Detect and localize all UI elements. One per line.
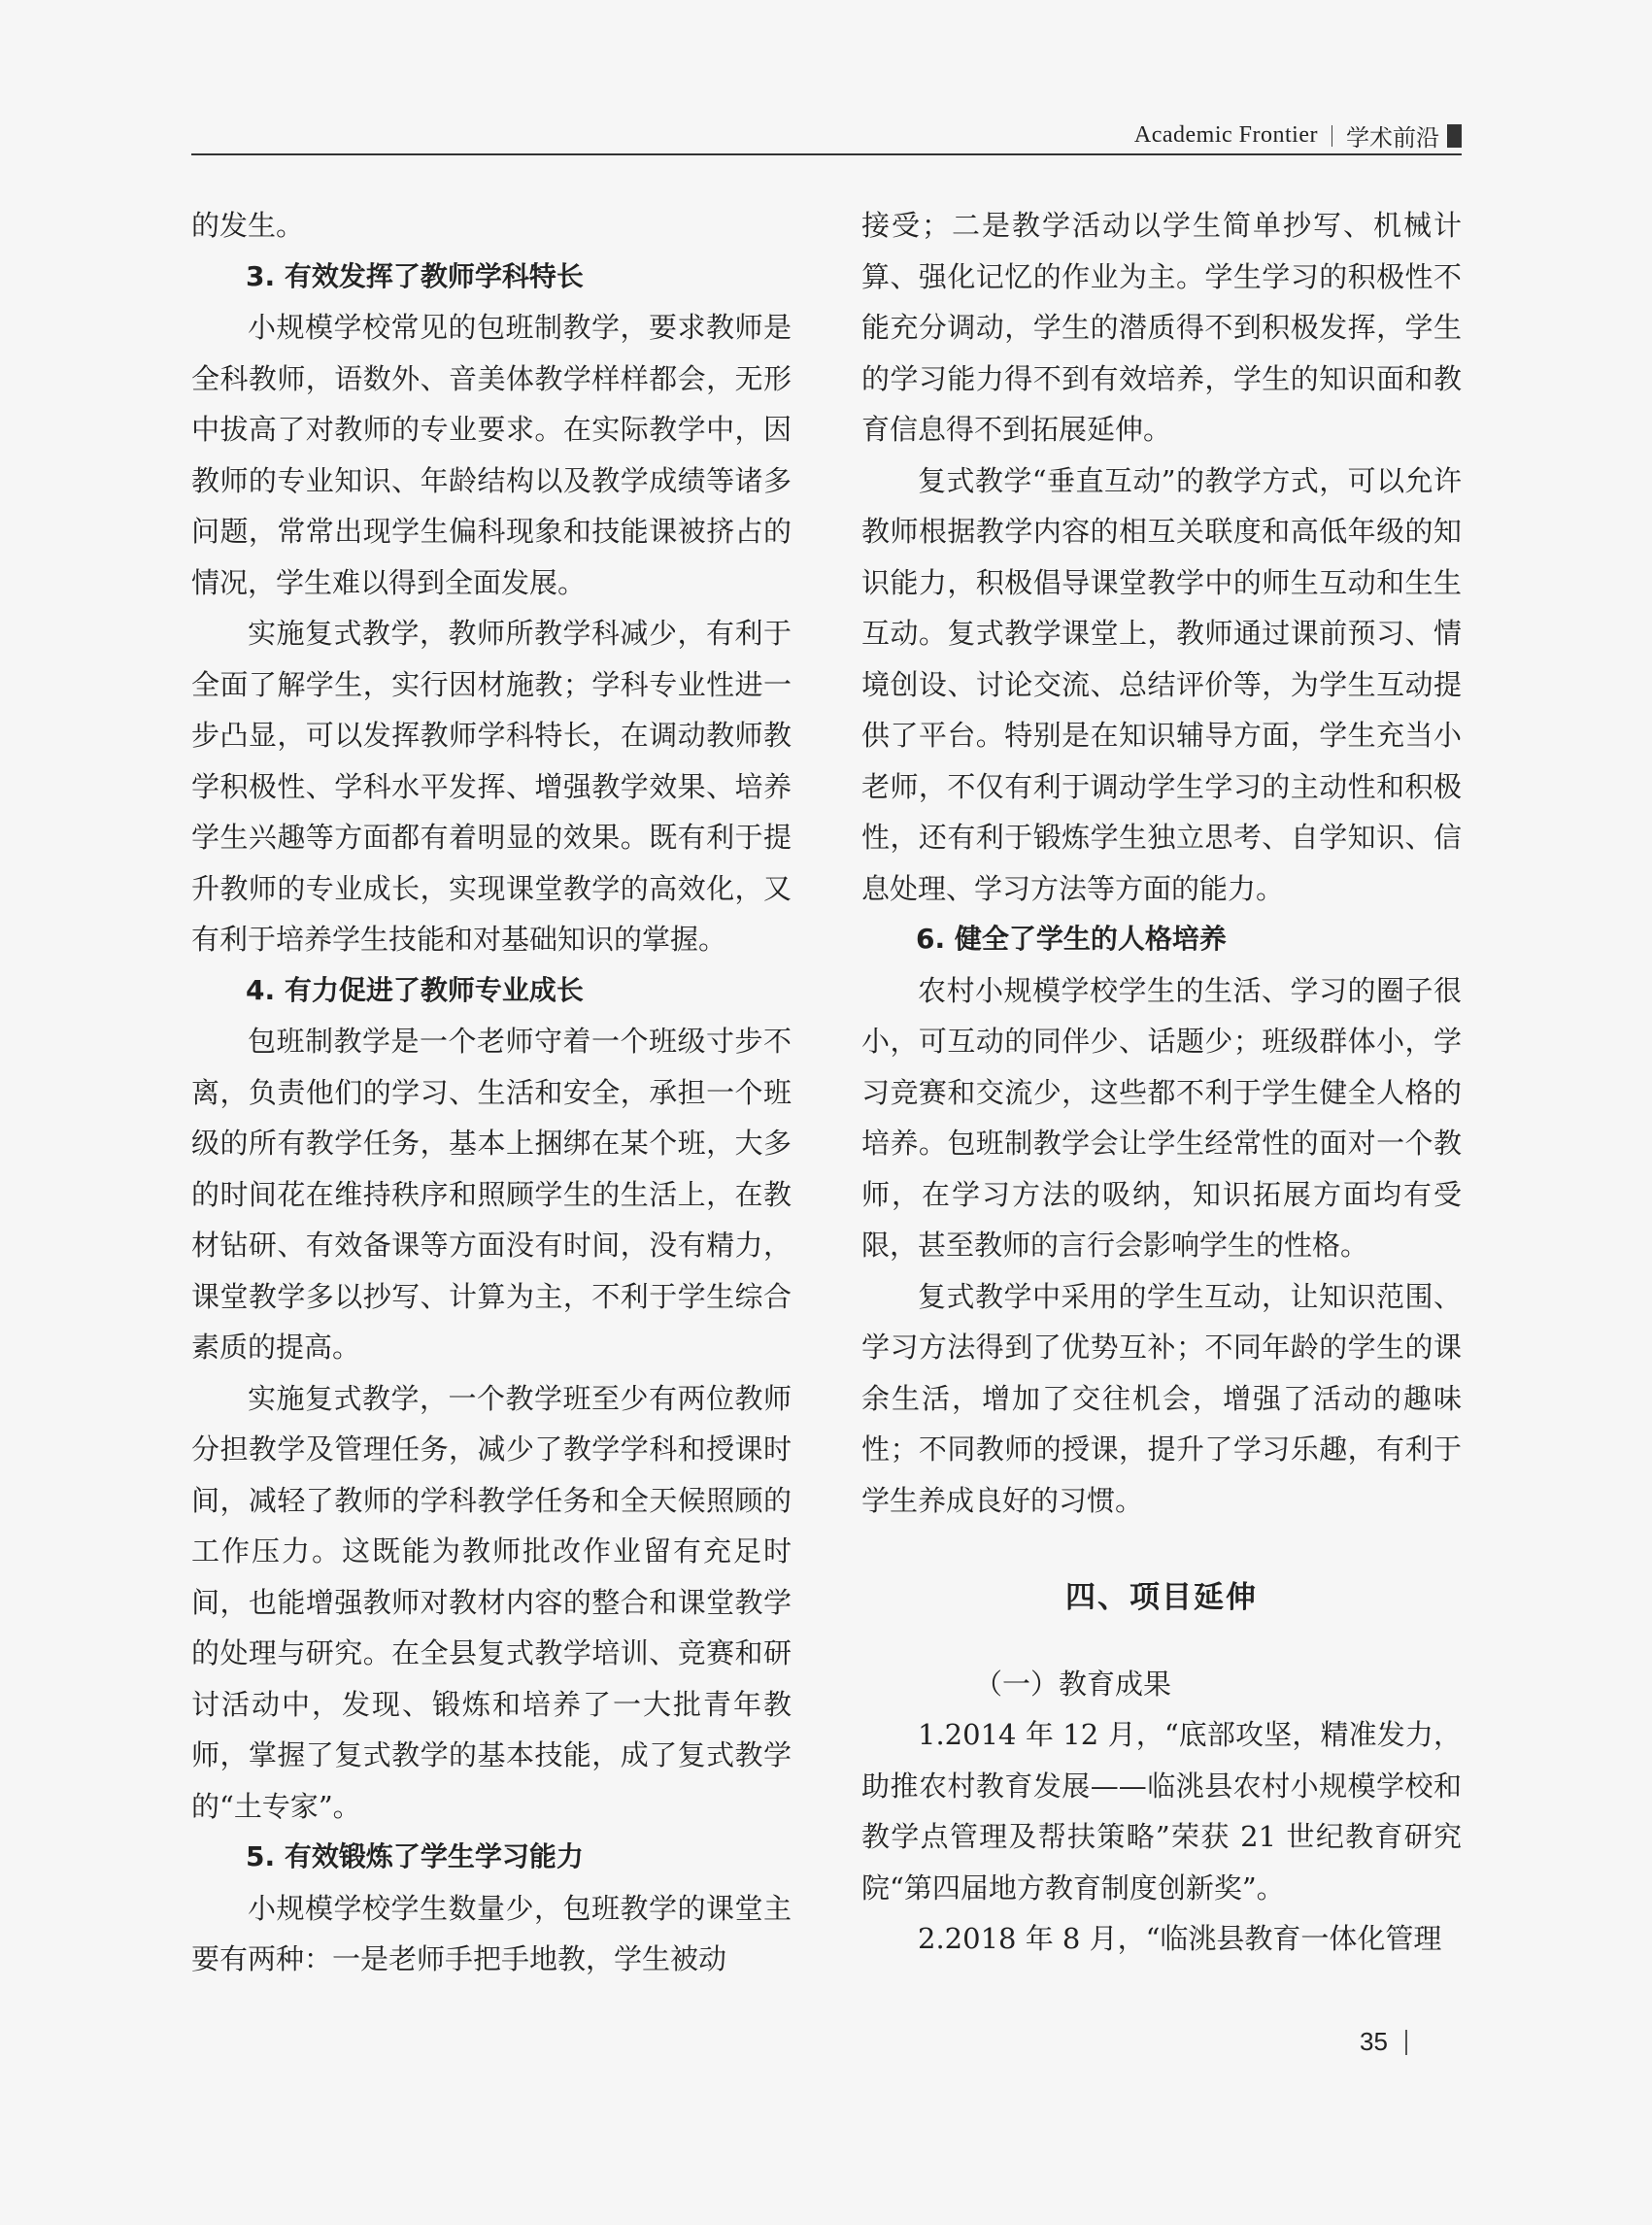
header-label xyxy=(1134,118,1462,152)
right-column xyxy=(861,200,1462,1965)
running-header xyxy=(191,115,1462,155)
paragraph: 2.2018 年 8 月，“临洮县教育一体化管理 xyxy=(918,1922,1442,1955)
paragraph: 1.2014 年 12 月，“底部攻坚，精准发力，助推农村教育发展——临洮县农村小规模学校和教学点管理及帮扶策略”荣获 21 世纪教育研究院“第四届地方教育制度创新奖”。 xyxy=(861,1718,1462,1905)
paragraph: 小规模学校学生数量少，包班教学的课堂主要有两种：一是老师手把手地教，学生被动 xyxy=(191,1891,792,1975)
paragraph: 实施复式教学，一个教学班至少有两位教师分担教学及管理任务，减少了教学学科和授课时间，减轻了教师的学科教学任务和全天候照顾的工作压力。这既能为教师批改作业留有充足时间，也能增强教师对教材内容的整合和课堂教学的处理与研究。在全县复式教学培训、竞赛和研讨活动中，发现、锻炼和培养了一大批青年教师，掌握了复式教学的基本技能，成了复式教学的“土专家”。 xyxy=(191,1381,792,1823)
sub-heading: （一）教育成果 xyxy=(974,1667,1172,1701)
journal-section-cn: 学术前沿 xyxy=(1346,124,1439,152)
journal-section-en: Academic Frontier xyxy=(1133,122,1318,148)
header-block-mark xyxy=(1447,124,1462,148)
footer-divider xyxy=(1405,2030,1407,2055)
subheading-5: 5. 有效锻炼了学生学习能力 xyxy=(246,1840,584,1872)
page-footer xyxy=(1360,2027,1407,2057)
continued-paragraph: 接受；二是教学活动以学生简单抄写、机械计算、强化记忆的作业为主。学生学习的积极性不能充分调动，学生的潜质得不到积极发挥，学生的学习能力得不到有效培养，学生的知识面和教育信息得不到拓展延伸。 xyxy=(861,209,1462,446)
paragraph: 复式教学“垂直互动”的教学方式，可以允许教师根据教学内容的相互关联度和高低年级的知识能力，积极倡导课堂教学中的师生互动和生生互动。复式教学课堂上，教师通过课前预习、情境创设、讨论交流、总结评价等，为学生互动提供了平台。特别是在知识辅导方面，学生充当小老师，不仅有利于调动学生学习的主动性和积极性，还有利于锻炼学生独立思考、自学知识、信息处理、学习方法等方面的能力。 xyxy=(861,463,1462,905)
paragraph: 包班制教学是一个老师守着一个班级寸步不离，负责他们的学习、生活和安全，承担一个班级的所有教学任务，基本上捆绑在某个班，大多的时间花在维持秩序和照顾学生的生活上，在教材钻研、有效备课等方面没有时间，没有精力，课堂教学多以抄写、计算为主，不利于学生综合素质的提高。 xyxy=(191,1025,792,1364)
left-column xyxy=(191,200,792,1985)
page-number: 35 xyxy=(1360,2027,1388,2056)
subheading-3: 3. 有效发挥了教师学科特长 xyxy=(246,259,584,292)
paragraph: 农村小规模学校学生的生活、学习的圈子很小，可互动的同伴少、话题少；班级群体小，学习竞赛和交流少，这些都不利于学生健全人格的培养。包班制教学会让学生经常性的面对一个教师，在学习方法的吸纳，知识拓展方面均有受限，甚至教师的言行会影响学生的性格。 xyxy=(861,973,1462,1262)
subheading-6: 6. 健全了学生的人格培养 xyxy=(916,923,1227,955)
paragraph: 复式教学中采用的学生互动，让知识范围、学习方法得到了优势互补；不同年龄的学生的课余生活，增加了交往机会，增强了活动的趣味性；不同教师的授课，提升了学习乐趣，有利于学生养成良好的习惯。 xyxy=(861,1279,1462,1517)
subheading-4: 4. 有力促进了教师专业成长 xyxy=(246,973,584,1006)
paragraph: 实施复式教学，教师所教学科减少，有利于全面了解学生，实行因材施教；学科专业性进一步凸显，可以发挥教师学科特长，在调动教师教学积极性、学科水平发挥、增强教学效果、培养学生兴趣等方面都有着明显的效果。既有利于提升教师的专业成长，实现课堂教学的高效化，又有利于培养学生技能和对基础知识的掌握。 xyxy=(191,617,792,956)
section-heading: 四、项目延伸 xyxy=(1065,1580,1258,1615)
paragraph: 小规模学校常见的包班制教学，要求教师是全科教师，语数外、音美体教学样样都会，无形中拔高了对教师的专业要求。在实际教学中，因教师的专业知识、年龄结构以及教学成绩等诸多问题，常常出现学生偏科现象和技能课被挤占的情况，学生难以得到全面发展。 xyxy=(191,311,792,599)
continued-paragraph: 的发生。 xyxy=(191,209,305,242)
